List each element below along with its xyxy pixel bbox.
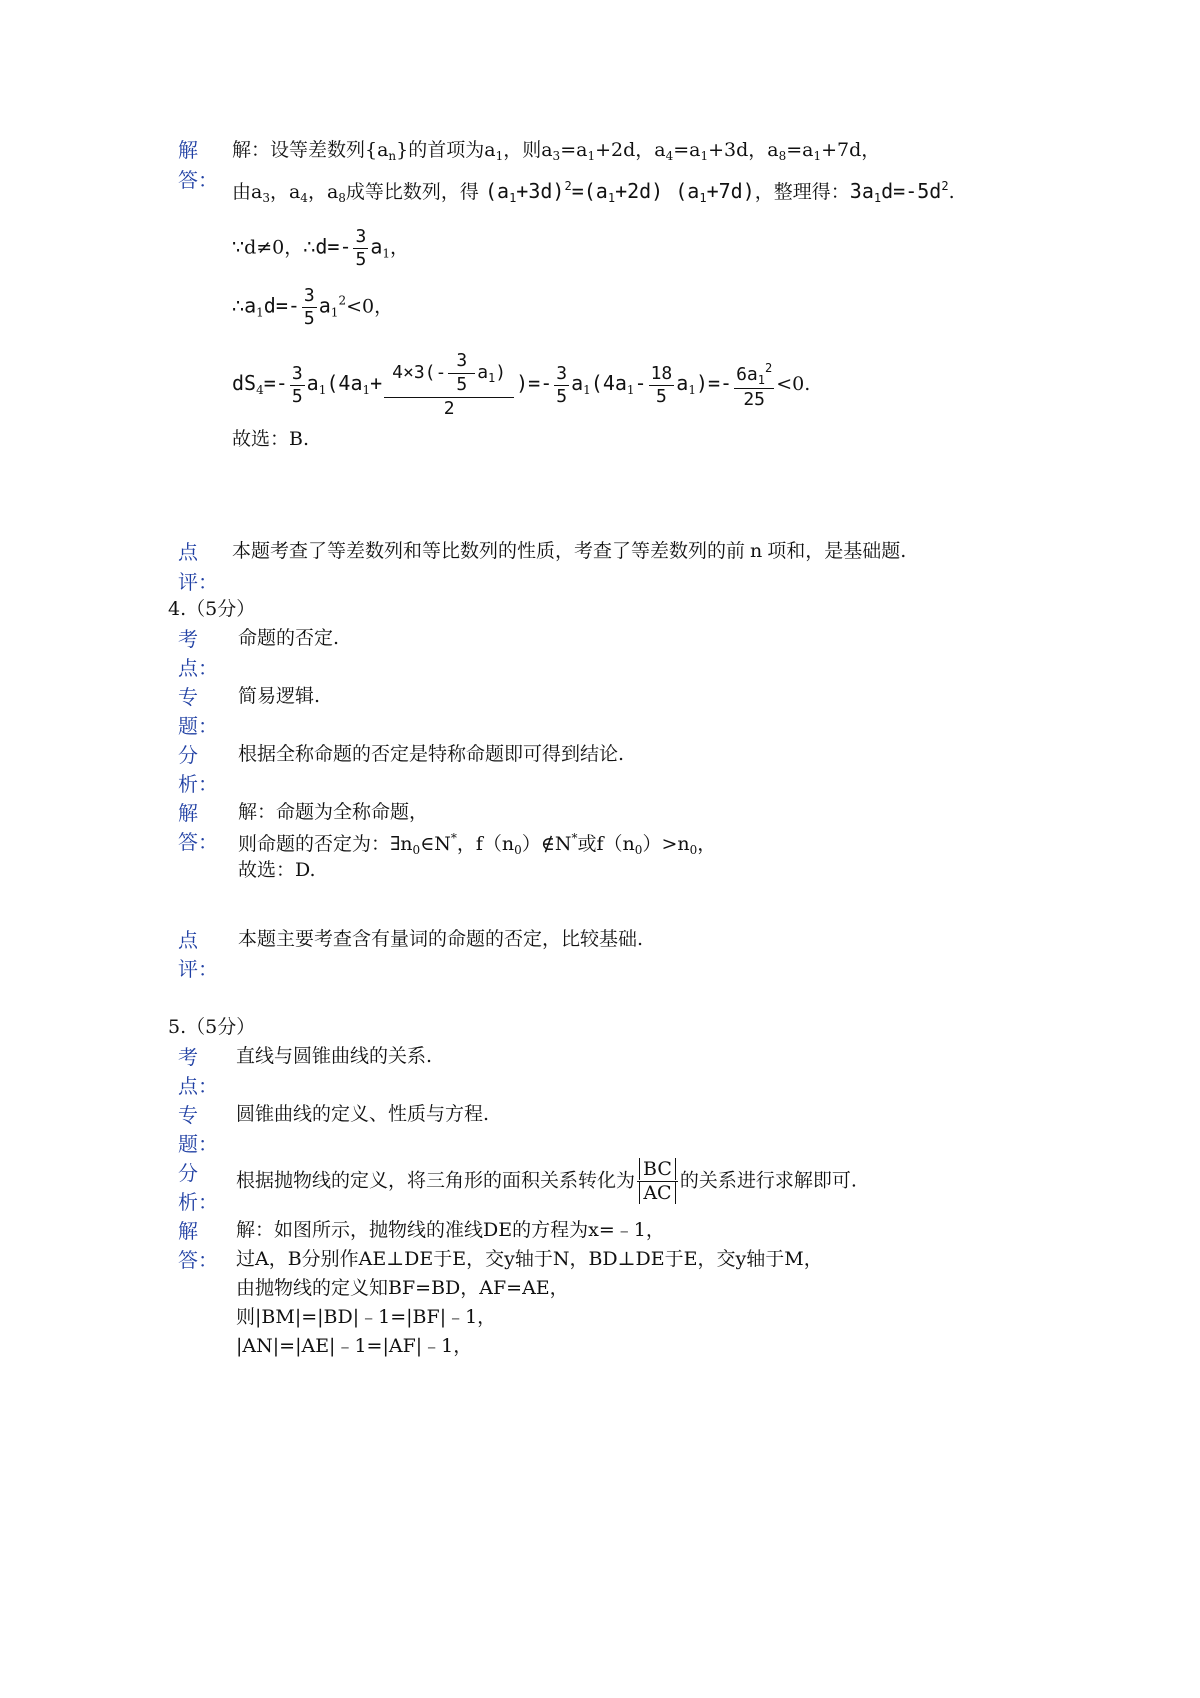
q5-fenxi-label-2: 析： [178,1190,218,1214]
q5-zhuanti-text: 圆锥曲线的定义、性质与方程. [236,1103,490,1125]
q5-kaodian-label-2: 点： [178,1074,218,1098]
q4-dianping-label-2: 评： [178,957,218,981]
q5-fenxi-label-1: 分 [178,1161,198,1185]
q4-solution-line-2: 则命题的否定为：$\exists n_0\in N^*$，$f(n_0)\notin N^*$或$f(n_0)>n_0$， [238,831,717,857]
q4-comment: 本题主要考查含有量词的命题的否定，比较基础. [238,928,644,950]
fraction: $\frac{18}{5}$ [650,362,673,407]
q5-zhuanti-label-1: 专 [178,1103,198,1127]
q5-solution-line-3: 由抛物线的定义知BF=BD，AF=AE， [236,1277,569,1299]
q3-dianping-label-1: 点 [178,540,198,564]
fraction: $\frac{3}{5}$ [355,226,367,270]
q3-equation-geometric: $(a_1+3d)^2=(a_1+2d)$ $(a_1+7d)$ [484,179,755,205]
q5-solution-line-2: 过A，B分别作AE⊥DE于E，交y轴于N，BD⊥DE于E，交y轴于M， [236,1248,823,1270]
q3-solution-line-2: 由$a_3$，$a_4$，$a_8$成等比数列，得 $(a_1+3d)^2=(a_1+2d)$ $(a_1+7d)$，整理得：$3a_1d=-5d^2$. [232,179,955,205]
q4-solution-line-1: 解：命题为全称命题， [238,801,429,823]
q4-kaodian-label-1: 考 [178,627,198,651]
q5-zhuanti-label-2: 题： [178,1132,218,1156]
q5-jieda-label-1: 解 [178,1219,198,1243]
q3-comment: 本题考查了等差数列和等比数列的性质，考查了等差数列的前 n 项和，是基础题. [232,540,907,562]
q5-fenxi-text: 根据抛物线的定义，将三角形的面积关系转化为 $\frac{BC}{AC}$ 的关系进行求解即可. [236,1158,857,1204]
q4-zhuanti-text: 简易逻辑. [238,685,321,707]
q5-solution-line-5: |AN|=|AE|﹣1=|AF|﹣1， [236,1335,473,1357]
q4-fenxi-label-2: 析： [178,772,218,796]
q3-solution-line-6: 故选：B. [232,428,310,450]
q4-jieda-label-1: 解 [178,801,198,825]
fraction: $\frac{BC}{AC}$ [637,1160,678,1203]
fraction: $\frac{3}{5}$ [291,362,303,407]
q3-equation-result: $3a_1d=-5d^2$ [849,179,949,205]
big-fraction: 4×3(- $\frac{3}{5}$ $a_1$) 2 [384,352,514,418]
q4-header: 4.（5分） [168,598,256,620]
q4-kaodian-text: 命题的否定. [238,627,340,649]
q3-solution-line-5: $dS_4=-$ $\frac{3}{5}$ $a_1(4a_1+$ 4×3(- $\frac{3}{5}$ $a_1$) 2 )=- $\frac{3}{5}$ $a_1(4a_1-$ $\frac{18}{5}$ $a_1)=-$ $\frac{6a_1^2}{25}$ <0. [232,350,811,419]
q3-solution-line-1: 解：设等差数列$\{a_n\}$的首项为$a_1$，则$a_3=a_1+2d$，$a_4=a_1+3d$，$a_8=a_1+7d$， [232,139,881,163]
q4-fenxi-label-1: 分 [178,743,198,767]
q5-header: 5.（5分） [168,1016,256,1038]
q4-solution-line-3: 故选：D. [238,859,316,881]
q4-dianping-label-1: 点 [178,928,198,952]
q3-jieda-label-1: 解 [178,138,198,162]
q4-jieda-label-2: 答： [178,830,218,854]
q4-kaodian-label-2: 点： [178,656,218,680]
q5-solution-line-4: 则|BM|=|BD|﹣1=|BF|﹣1， [236,1306,497,1328]
q4-zhuanti-label-2: 题： [178,714,218,738]
q3-jieda-label-2: 答： [178,168,218,192]
fraction: $\frac{3}{5}$ [556,362,568,407]
q5-kaodian-text: 直线与圆锥曲线的关系. [236,1045,433,1067]
q3-dianping-label-2: 评： [178,570,218,594]
q4-fenxi-text: 根据全称命题的否定是特称命题即可得到结论. [238,743,625,765]
q5-kaodian-label-1: 考 [178,1045,198,1069]
fraction: $\frac{3}{5}$ [448,352,475,394]
q5-solution-line-1: 解：如图所示，抛物线的准线DE的方程为x=﹣1， [236,1219,665,1241]
q4-zhuanti-label-1: 专 [178,685,198,709]
q3-solution-line-4: $\therefore a_1d=-$ $\frac{3}{5}$ $a_1^2<0$， [232,285,394,329]
fraction: $\frac{3}{5}$ [303,285,315,329]
q5-jieda-label-2: 答： [178,1248,218,1272]
fraction: $\frac{6a_1^2}{25}$ [736,360,773,410]
q3-solution-line-3: ∵d≠0，∴d=- $\frac{3}{5}$ $a_1$， [232,226,410,270]
